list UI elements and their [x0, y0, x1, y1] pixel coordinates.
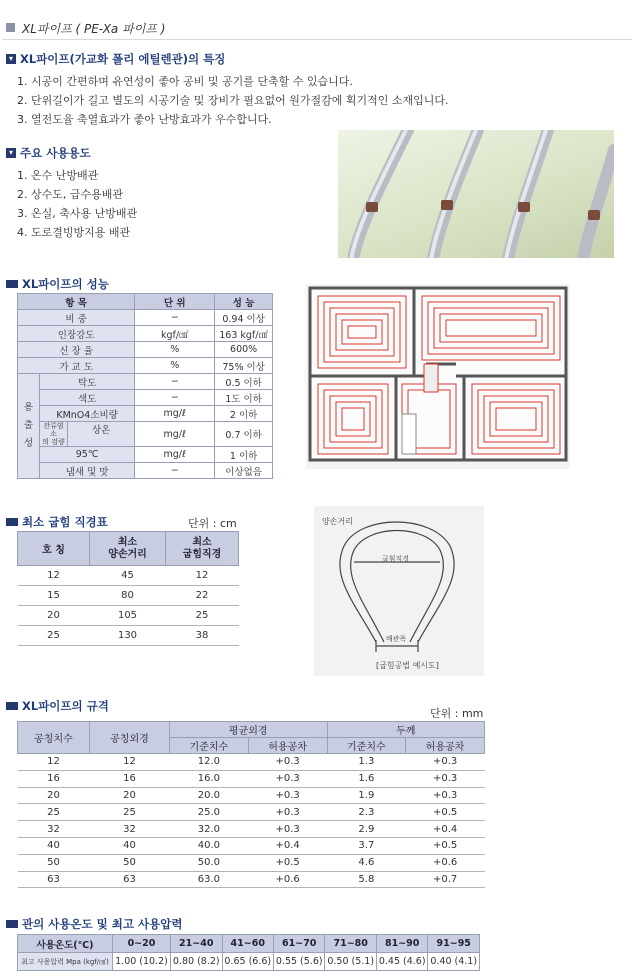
table-cell: 63: [18, 871, 90, 888]
col-header: 71~80: [325, 935, 376, 953]
bend-radius-heading-text: 최소 굽힘 직경표: [22, 515, 108, 529]
table-row: 95℃ mg/ℓ 1 이하: [18, 447, 273, 463]
spec-heading-text: XL파이프의 규격: [22, 699, 109, 713]
floor-heating-plan-diagram: [306, 284, 570, 469]
table-cell: +0.3: [248, 804, 327, 821]
page-title-bar: [2, 18, 632, 40]
list-item: 2. 상수도, 급수용배관: [17, 188, 123, 201]
table-row: [18, 787, 485, 804]
table-row: [18, 754, 485, 771]
table-row: 가 교 도 % 75% 이상: [18, 358, 273, 374]
table-row: KMnO4소비량 mg/ℓ 2 이하: [18, 406, 273, 422]
table-cell: 2.9: [327, 821, 406, 838]
table-row: [18, 770, 485, 787]
bend-radius-table: [17, 531, 239, 646]
col-header: 공칭치수: [18, 722, 90, 754]
table-cell: 16.0: [170, 770, 249, 787]
table-cell: 0.55 (5.6): [273, 953, 324, 971]
table-cell: 0.50 (5.1): [325, 953, 376, 971]
diagram-label-mid: 굽힘직경: [382, 555, 410, 563]
table-cell: +0.4: [248, 837, 327, 854]
list-item: 2. 단위길이가 길고 별도의 시공기술 및 장비가 필요없어 원가절감에 획기적인 소재입니다.: [17, 94, 449, 107]
features-list: [17, 72, 449, 129]
table-cell: +0.6: [406, 854, 485, 871]
arrow-right-icon: [6, 280, 18, 288]
table-cell: +0.7: [406, 871, 485, 888]
table-cell: 1.9: [327, 787, 406, 804]
table-cell: 40: [90, 837, 170, 854]
pressure-heading-text: 관의 사용온도 및 최고 사용압력: [22, 917, 183, 931]
table-cell: 1.3: [327, 754, 406, 771]
down-arrow-icon: ▾: [6, 54, 16, 64]
table-row: [18, 854, 485, 871]
col-header: 단 위: [135, 294, 215, 310]
col-header: 최소 양손거리: [90, 532, 166, 566]
table-row: 잔류염소 의 검량 상온 mg/ℓ 0.7 이하: [18, 422, 273, 447]
col-header: 61~70: [273, 935, 324, 953]
table-cell: 4.6: [327, 854, 406, 871]
table-cell: +0.6: [248, 871, 327, 888]
table-cell: 1.00 (10.2): [113, 953, 171, 971]
table-cell: +0.3: [248, 770, 327, 787]
col-header: 허용공차: [406, 738, 485, 754]
table-cell: 16: [18, 770, 90, 787]
table-row: 인장강도 kgf/㎠ 163 kgf/㎠: [18, 326, 273, 342]
table-cell: 0.45 (4.6): [376, 953, 427, 971]
col-header: 항 목: [18, 294, 135, 310]
table-cell: 12: [90, 754, 170, 771]
table-cell: 32.0: [170, 821, 249, 838]
list-item: 1. 온수 난방배관: [17, 169, 99, 182]
col-header: 최소 굽힘직경: [166, 532, 239, 566]
table-cell: 2.3: [327, 804, 406, 821]
table-row: 20 105 25: [18, 606, 239, 626]
table-cell: 40: [18, 837, 90, 854]
col-header: 공칭외경: [90, 722, 170, 754]
row-label: 최고 사용압력 Mpa (kgf/㎠): [18, 953, 113, 971]
performance-heading-text: XL파이프의 성능: [22, 277, 109, 291]
table-cell: 63: [90, 871, 170, 888]
table-cell: 0.40 (4.1): [428, 953, 480, 971]
table-cell: 12: [18, 754, 90, 771]
table-cell: 0.65 (6.6): [222, 953, 273, 971]
table-row: [18, 871, 485, 888]
table-cell: 25: [90, 804, 170, 821]
col-header: 21~40: [171, 935, 222, 953]
table-cell: +0.3: [248, 754, 327, 771]
features-heading-text: XL파이프(가교화 폴리 에틸렌관)의 특징: [20, 52, 226, 66]
table-row: [18, 804, 485, 821]
pipe-installation-photo: [338, 130, 614, 258]
table-row: 신 장 율 % 600%: [18, 342, 273, 358]
table-cell: 25.0: [170, 804, 249, 821]
table-cell: +0.5: [248, 854, 327, 871]
list-item: 3. 열전도율 축열효과가 좋아 난방효과가 우수합니다.: [17, 113, 272, 126]
arrow-right-icon: [6, 702, 18, 710]
uses-heading-text: 주요 사용용도: [20, 146, 91, 160]
table-cell: 20: [90, 787, 170, 804]
col-header: 두께: [327, 722, 485, 738]
col-header: 기준치수: [327, 738, 406, 754]
table-cell: +0.5: [406, 804, 485, 821]
performance-heading: [6, 276, 109, 292]
table-row: 비 중 − 0.94 이상: [18, 310, 273, 326]
col-header: 호 칭: [18, 532, 90, 566]
table-cell: +0.4: [406, 821, 485, 838]
table-cell: 50.0: [170, 854, 249, 871]
pressure-heading: [6, 916, 182, 932]
table-cell: +0.3: [406, 787, 485, 804]
spec-table: [17, 721, 485, 888]
heavy-metal-label: 잔류염소 의 검량: [40, 422, 68, 446]
bend-unit-label: 단위 : cm: [188, 517, 237, 530]
arrow-right-icon: [6, 920, 18, 928]
diagram-label-bottom: 배관폭: [386, 635, 407, 643]
list-item: 1. 시공이 간편하며 유연성이 좋아 공비 및 공기를 단축할 수 있습니다.: [17, 75, 353, 88]
table-row: 색도 − 1도 이하: [18, 390, 273, 406]
col-header: 91~95: [428, 935, 480, 953]
table-row: [18, 821, 485, 838]
col-header: 81~90: [376, 935, 427, 953]
arrow-right-icon: [6, 518, 18, 526]
table-cell: 40.0: [170, 837, 249, 854]
table-cell: 50: [90, 854, 170, 871]
down-arrow-icon: ▾: [6, 148, 16, 158]
pressure-table: [17, 934, 480, 971]
col-header: 성 능: [215, 294, 273, 310]
group-label: 용 출 성: [18, 374, 40, 479]
diagram-caption: [굽힘공법 예시도]: [376, 661, 439, 670]
bend-radius-heading: [6, 514, 108, 530]
table-cell: 3.7: [327, 837, 406, 854]
col-header: 허용공차: [248, 738, 327, 754]
title-bullet-icon: [6, 23, 15, 32]
table-cell: +0.3: [248, 787, 327, 804]
table-cell: +0.3: [406, 754, 485, 771]
list-item: 3. 온실, 축사용 난방배관: [17, 207, 138, 220]
spec-unit-label: 단위 : mm: [430, 707, 484, 720]
table-row: 용 출 성 탁도 − 0.5 이하: [18, 374, 273, 390]
table-cell: +0.3: [248, 821, 327, 838]
table-row: [18, 953, 480, 971]
col-header: 0~20: [113, 935, 171, 953]
performance-table: [17, 293, 273, 479]
diagram-label-top: 양손거리: [322, 517, 353, 526]
table-cell: 12.0: [170, 754, 249, 771]
page-title: XL파이프 ( PE-Xa 파이프 ): [22, 22, 166, 36]
table-cell: 32: [18, 821, 90, 838]
table-cell: 50: [18, 854, 90, 871]
uses-heading: [6, 145, 91, 161]
table-cell: 32: [90, 821, 170, 838]
table-cell: 16: [90, 770, 170, 787]
list-item: 4. 도로결빙방지용 배관: [17, 226, 131, 239]
spec-heading: [6, 698, 109, 714]
table-cell: +0.3: [406, 770, 485, 787]
table-row: 냄새 및 맛 − 이상없음: [18, 463, 273, 479]
table-cell: 25: [18, 804, 90, 821]
col-header: 41~60: [222, 935, 273, 953]
table-row: 15 80 22: [18, 586, 239, 606]
table-cell: 20.0: [170, 787, 249, 804]
col-header: 기준치수: [170, 738, 249, 754]
table-row: 12 45 12: [18, 566, 239, 586]
table-cell: 1.6: [327, 770, 406, 787]
uses-list: [17, 166, 137, 242]
table-row: [18, 837, 485, 854]
table-row: 25 130 38: [18, 626, 239, 646]
table-cell: 20: [18, 787, 90, 804]
col-header: 평균외경: [170, 722, 328, 738]
bend-method-diagram: [314, 506, 484, 676]
table-cell: 0.80 (8.2): [171, 953, 222, 971]
table-cell: 5.8: [327, 871, 406, 888]
table-cell: 63.0: [170, 871, 249, 888]
features-heading: [6, 51, 225, 67]
col-header: 사용온도(℃): [18, 935, 113, 953]
table-cell: +0.5: [406, 837, 485, 854]
